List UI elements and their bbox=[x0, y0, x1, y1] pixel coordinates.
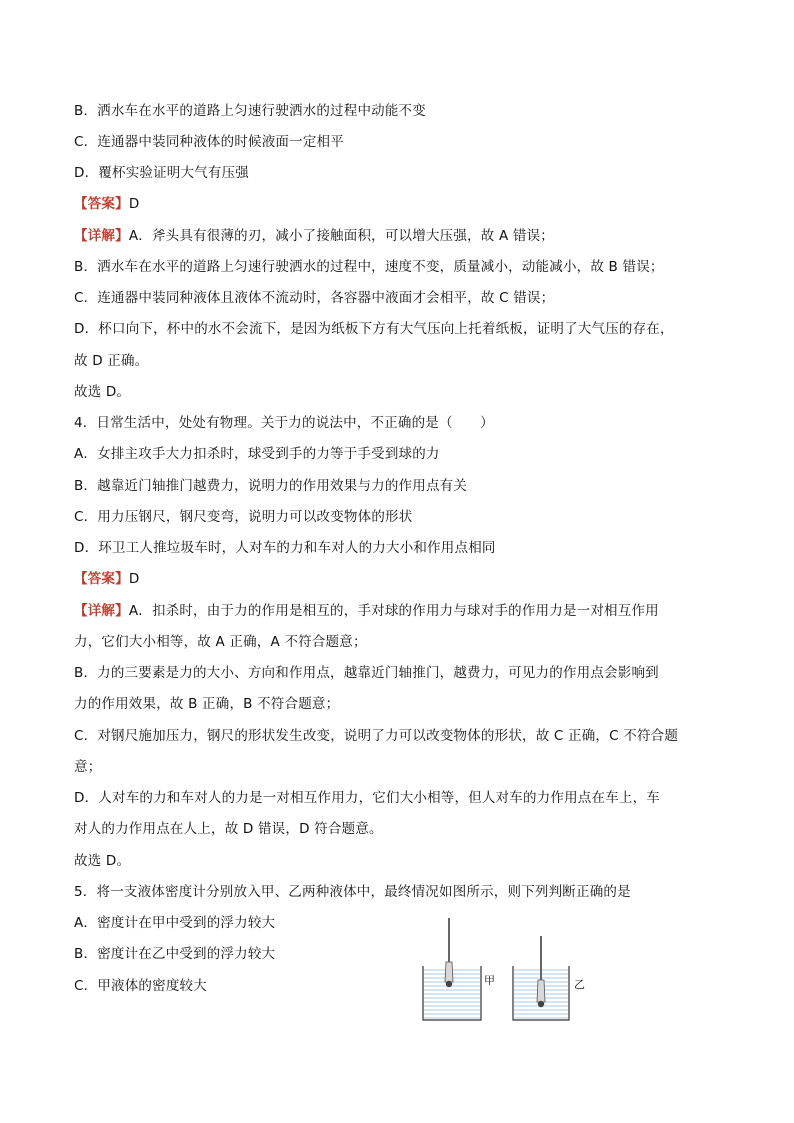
text-line: C．连通器中装同种液体的时候液面一定相平 bbox=[74, 134, 344, 150]
question-stem: 5．将一支液体密度计分别放入甲、乙两种液体中，最终情况如图所示，则下列判断正确的是 bbox=[74, 884, 631, 900]
explanation-line: 【详解】A．扣杀时，由于力的作用是相互的，手对球的作用力与球对手的作用力是一对相互作用 bbox=[74, 603, 659, 619]
text-line: 故选 D。 bbox=[74, 384, 131, 400]
option-line: A．女排主攻手大力扣杀时，球受到手的力等于手受到球的力 bbox=[74, 446, 440, 462]
text-line: D．杯口向下，杯中的水不会流下，是因为纸板下方有大气压向上托着纸板，证明了大气压的存在， bbox=[74, 321, 674, 337]
hydrometer-figure bbox=[418, 912, 598, 1024]
question-stem: 4．日常生活中，处处有物理。关于力的说法中，不正确的是（ ） bbox=[74, 415, 494, 431]
option-line: D．环卫工人推垃圾车时，人对车的力和车对人的力大小和作用点相同 bbox=[74, 540, 496, 556]
text-line: 力，它们大小相等，故 A 正确，A 不符合题意； bbox=[74, 634, 367, 650]
beaker-yi bbox=[513, 936, 569, 1020]
text-line: 对人的力作用点在人上，故 D 错误，D 符合题意。 bbox=[74, 821, 383, 837]
answer-line: 【答案】D bbox=[74, 196, 140, 212]
explanation-line: 【详解】A．斧头具有很薄的刃，减小了接触面积，可以增大压强，故 A 错误； bbox=[74, 228, 554, 244]
hydrometer-jia bbox=[445, 918, 453, 987]
beaker-jia bbox=[423, 918, 481, 1020]
answer-line: 【答案】D bbox=[74, 571, 140, 587]
option-line: B．越靠近门轴推门越费力，说明力的作用效果与力的作用点有关 bbox=[74, 478, 468, 494]
option-line: C．用力压钢尺，钢尺变弯，说明力可以改变物体的形状 bbox=[74, 509, 413, 525]
text-line: B．洒水车在水平的道路上匀速行驶洒水的过程中，速度不变，质量减小，动能减小，故 B 错误； bbox=[74, 259, 664, 275]
text-line: B．洒水车在水平的道路上匀速行驶洒水的过程中动能不变 bbox=[74, 103, 426, 119]
option-line: A．密度计在甲中受到的浮力较大 bbox=[74, 915, 276, 931]
text-line: D．人对车的力和车对人的力是一对相互作用力，它们大小相等，但人对车的力作用点在车上，车 bbox=[74, 790, 660, 806]
text-line: 故 D 正确。 bbox=[74, 353, 149, 369]
label-yi: 乙 bbox=[574, 978, 585, 991]
text-line: D．覆杯实验证明大气有压强 bbox=[74, 165, 249, 181]
text-line: C．对钢尺施加压力，钢尺的形状发生改变，说明了力可以改变物体的形状，故 C 正确，C 不符合题 bbox=[74, 728, 679, 744]
text-line: B．力的三要素是力的大小、方向和作用点，越靠近门轴推门，越费力，可见力的作用点会影响到 bbox=[74, 665, 659, 681]
label-jia: 甲 bbox=[484, 974, 495, 987]
text-line: 力的作用效果，故 B 正确，B 不符合题意； bbox=[74, 696, 340, 712]
option-line: C．甲液体的密度较大 bbox=[74, 978, 207, 994]
text-line: C．连通器中装同种液体且液体不流动时，各容器中液面才会相平，故 C 错误； bbox=[74, 290, 555, 306]
hydrometer-yi bbox=[537, 936, 545, 1007]
text-line: 意； bbox=[74, 759, 102, 775]
option-line: B．密度计在乙中受到的浮力较大 bbox=[74, 946, 276, 962]
text-line: 故选 D。 bbox=[74, 853, 131, 869]
